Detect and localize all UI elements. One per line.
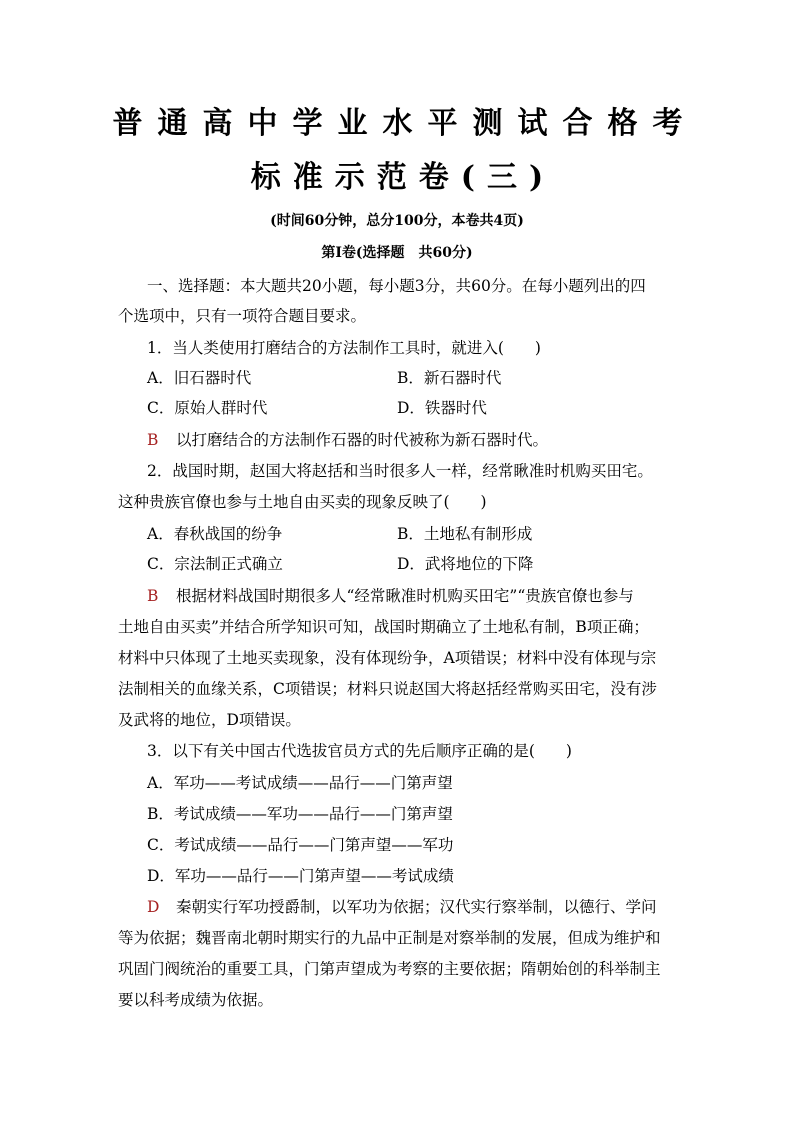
question-2-explanation: 及武将的地位，D项错误。 — [118, 711, 301, 729]
question-1-answer: B — [147, 431, 159, 449]
question-2-stem: 这种贵族官僚也参与土地自由买卖的现象反映了( ) — [118, 493, 487, 511]
question-3-answer: D — [147, 898, 160, 916]
question-3-explanation: 等为依据；魏晋南北朝时期实行的九品中正制是对察举制的发展，但成为维护和 — [118, 929, 661, 947]
question-2-option-b: B．土地私有制形成 — [397, 525, 533, 543]
question-2-explanation: 根据材料战国时期很多人“经常瞅准时机购买田宅”“贵族官僚也参与 — [176, 587, 634, 605]
question-3-option-d: D．军功——品行——门第声望——考试成绩 — [147, 867, 454, 885]
question-2-explanation: 材料中只体现了土地买卖现象，没有体现纷争，A项错误；材料中没有体现与宗 — [118, 649, 657, 667]
exam-title-line-2: 标准示范卷(三) — [250, 160, 556, 195]
question-1-stem: 1．当人类使用打磨结合的方法制作工具时，就进入( ) — [147, 339, 541, 357]
question-2-stem: 2．战国时期，赵国大将赵括和当时很多人一样，经常瞅准时机购买田宅。 — [147, 462, 653, 480]
question-3-option-c: C．考试成绩——品行——门第声望——军功 — [147, 836, 454, 854]
question-3-option-b: B．考试成绩——军功——品行——门第声望 — [147, 805, 453, 823]
question-3-explanation: 巩固门阀统治的重要工具，门第声望成为考察的主要依据；隋朝始创的科举制主 — [118, 960, 661, 978]
question-3-stem: 3．以下有关中国古代选拔官员方式的先后顺序正确的是( ) — [147, 742, 572, 760]
question-2-option-d: D．武将地位的下降 — [397, 555, 534, 573]
question-2-answer: B — [147, 587, 159, 605]
exam-subtitle: (时间60分钟，总分100分，本卷共4页) — [270, 213, 524, 229]
question-3-option-a: A．军功——考试成绩——品行——门第声望 — [147, 774, 453, 792]
question-3-explanation: 要以科考成绩为依据。 — [118, 991, 274, 1009]
question-1-explanation: 以打磨结合的方法制作石器的时代被称为新石器时代。 — [176, 431, 549, 449]
question-2-option-a: A．春秋战国的纷争 — [147, 525, 283, 543]
exam-title-line-1: 普通高中学业水平测试合格考 — [112, 106, 698, 141]
question-1-option-c: C．原始人群时代 — [147, 399, 268, 417]
question-2-option-c: C．宗法制正式确立 — [147, 555, 283, 573]
question-3-explanation: 秦朝实行军功授爵制，以军功为依据；汉代实行察举制，以德行、学问 — [176, 898, 657, 916]
question-1-option-b: B．新石器时代 — [397, 369, 502, 387]
question-2-explanation: 法制相关的血缘关系，C项错误；材料只说赵国大将赵括经常购买田宅，没有涉 — [118, 680, 657, 698]
instructions-line: 个选项中，只有一项符合题目要求。 — [118, 307, 367, 325]
question-2-explanation: 土地自由买卖”并结合所学知识可知，战国时期确立了土地私有制，B项正确； — [118, 618, 649, 636]
instructions-line: 一、选择题：本大题共20小题，每小题3分，共60分。在每小题列出的四 — [147, 277, 646, 295]
section-title: 第Ⅰ卷(选择题 共60分) — [321, 245, 473, 261]
question-1-option-d: D．铁器时代 — [397, 399, 487, 417]
question-1-option-a: A．旧石器时代 — [147, 369, 252, 387]
